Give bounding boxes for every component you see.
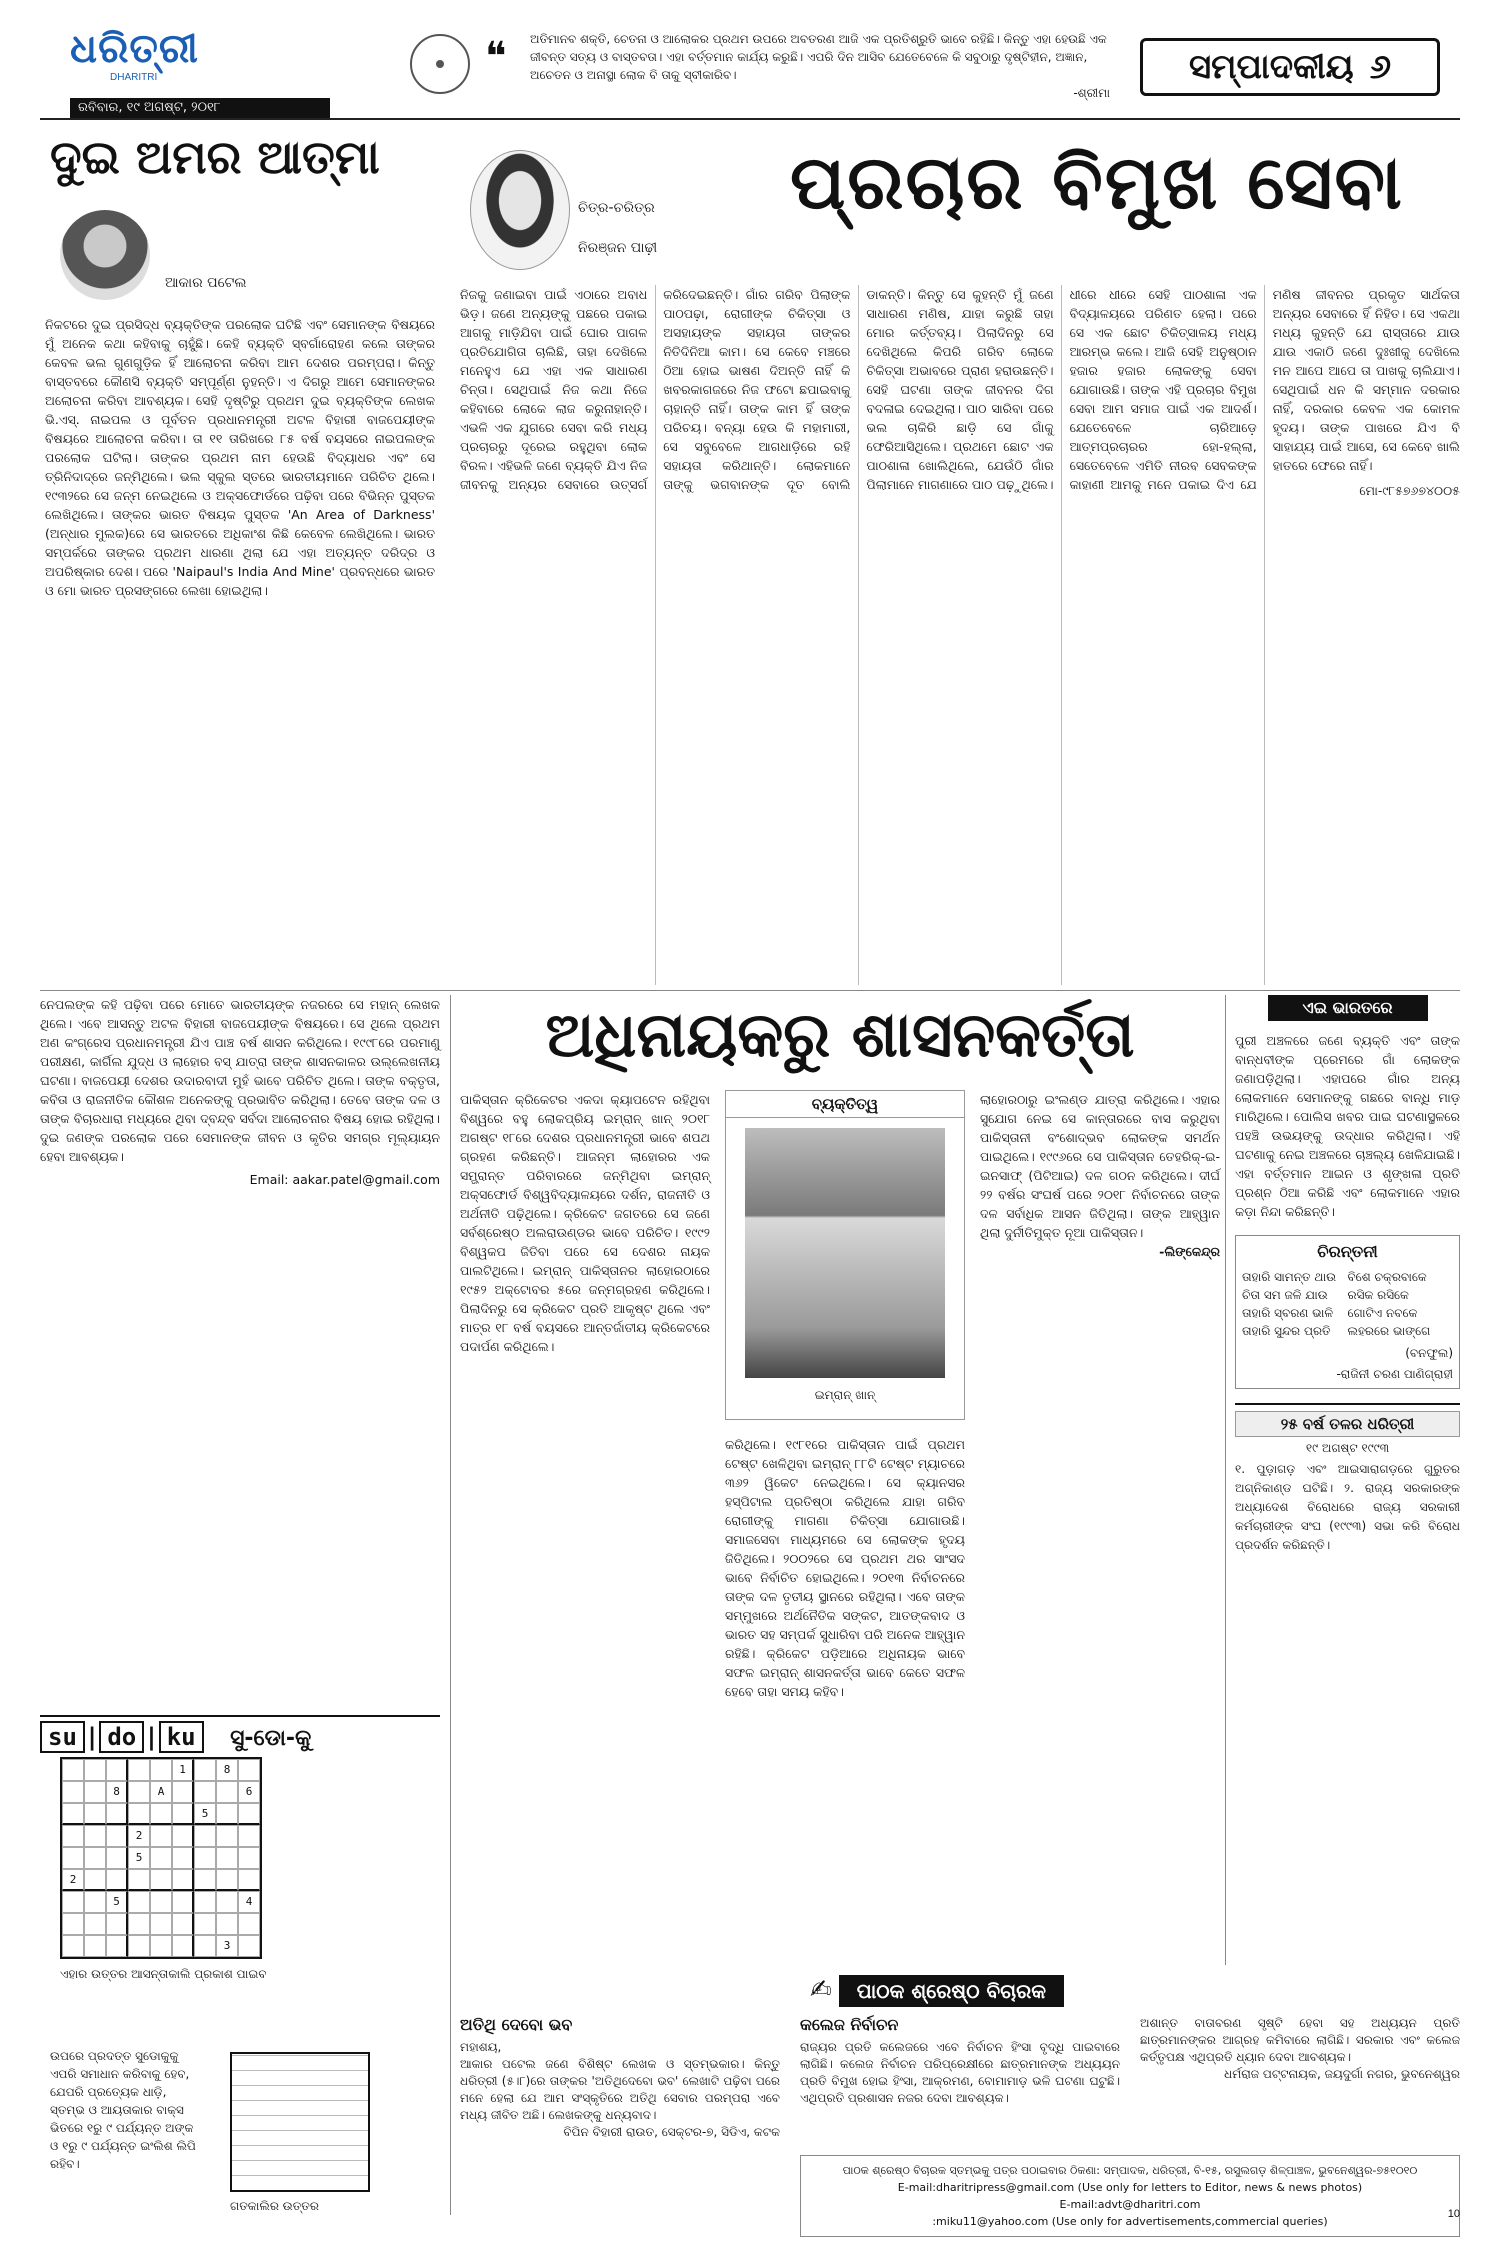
- sudoku-cell: [128, 1935, 150, 1957]
- section-label: ଏଇ ଭାରତରେ: [1268, 995, 1428, 1021]
- poem-line: ରସିକ ରସିକେ: [1347, 1288, 1409, 1302]
- sudoku-cell: 5: [106, 1891, 128, 1913]
- sudoku-puzzle: [40, 1715, 440, 2215]
- sudoku-cell: [62, 1781, 84, 1803]
- sudoku-cell: [128, 1803, 150, 1825]
- article-column: କରିଥିଲେ। ୧୯୮୧ରେ ପାକିସ୍ତାନ ପାଇଁ ପ୍ରଥମ ଟେଷ୍ଟ ଖେଳିଥିବା ଇମ୍ରାନ୍ ୮୮ଟି ଟେଷ୍ଟ ମ୍ୟାଚରେ ୩୬୨ ୱିକେଟ ନେଇଥିଲେ। ସେ କ୍ୟାନସର ହସ୍ପିଟାଲ ପ୍ରତିଷ୍ଠା କରିଥିଲେ ଯାହା ଗରିବ ରୋଗୀଙ୍କୁ ମାଗଣା ଚିକିତ୍ସା ଯୋଗାଉଛି। ସମାଜସେବା ମାଧ୍ୟମରେ ସେ ଲୋକଙ୍କ ହୃଦୟ ଜିତିଥିଲେ। ୨୦୦୨ରେ ସେ ପ୍ରଥମ ଥର ସାଂସଦ ଭାବେ ନିର୍ବାଚିତ ହୋଇଥିଲେ। ୨୦୧୩ ନିର୍ବାଚନରେ ତାଙ୍କ ଦଳ ତୃତୀୟ ସ୍ଥାନରେ ରହିଥିଲା। ଏବେ ତାଙ୍କ ସମ୍ମୁଖରେ ଅର୍ଥନୈତିକ ସଙ୍କଟ, ଆତଙ୍କବାଦ ଓ ଭାରତ ସହ ସମ୍ପର୍କ ସୁଧାରିବା ପରି ଅନେକ ଆହ୍ୱାନ ରହିଛି। କ୍ରିକେଟ ପଡ଼ିଆରେ ଅଧିନାୟକ ଭାବେ ସଫଳ ଇମ୍ରାନ୍ ଶାସନକର୍ତ୍ତା ଭାବେ କେତେ ସଫଳ ହେବେ ତାହା ସମୟ କହିବ।: [725, 1437, 965, 1699]
- letter-author: ବିପିନ ବିହାରୀ ରାଉତ, ସେକ୍ଟର-୭, ସିଡିଏ, କଟକ: [563, 2125, 780, 2139]
- sudoku-cell: [128, 1781, 150, 1803]
- sudoku-cell: [172, 1935, 194, 1957]
- profile-photo: [745, 1128, 945, 1378]
- sudoku-cell: [194, 1869, 216, 1891]
- sudoku-cell: [216, 1847, 238, 1869]
- article-column: ପାକିସ୍ତାନ କ୍ରିକେଟର ଏକଦା କ୍ୟାପଟେନ ରହିଥିବା ବିଶ୍ୱରେ ବହୁ ଲୋକପ୍ରିୟ ଇମ୍ରାନ୍ ଖାନ୍ ୨୦୧୮ ଅଗଷ୍ଟ ୧୮ରେ ଦେଶର ପ୍ରଧାନମନ୍ତ୍ରୀ ଭାବେ ଶପଥ ଗ୍ରହଣ କରିଛନ୍ତି। ଆଜନ୍ମ ଲାହୋରର ଏକ ସମ୍ଭ୍ରାନ୍ତ ପରିବାରରେ ଜନ୍ମିଥିବା ଇମ୍ରାନ୍ ଅକ୍ସଫୋର୍ଡ ବିଶ୍ୱବିଦ୍ୟାଳୟରେ ଦର୍ଶନ, ରାଜନୀତି ଓ ଅର୍ଥନୀତି ପଢ଼ିଥିଲେ। କ୍ରିକେଟ ଜଗତରେ ସେ ଜଣେ ସର୍ବଶ୍ରେଷ୍ଠ ଅଲରାଉଣ୍ଡର ଭାବେ ପରିଚିତ। ୧୯୯୨ ବିଶ୍ୱକପ ଜିତିବା ପରେ ସେ ଦେଶର ନାୟକ ପାଲଟିଥିଲେ। ଇମ୍ରାନ୍ ପାକିସ୍ତାନର ଲାହୋରଠାରେ ୧୯୫୨ ଅକ୍ଟୋବର ୫ରେ ଜନ୍ମଗ୍ରହଣ କରିଥିଲେ। ପିଲାଦିନରୁ ସେ କ୍ରିକେଟ ପ୍ରତି ଆକୃଷ୍ଟ ଥିଲେ ଏବଂ ମାତ୍ର ୧୮ ବର୍ଷ ବୟସରେ ଆନ୍ତର୍ଜାତୀୟ କ୍ରିକେଟରେ ପଦାର୍ପଣ କରିଥିଲେ।: [460, 1092, 710, 1354]
- sudoku-cell: A: [150, 1781, 172, 1803]
- sudoku-cell: [194, 1913, 216, 1935]
- sudoku-cell: [150, 1935, 172, 1957]
- column-label: ଚିତ୍ର-ଚରିତ୍ର: [578, 200, 655, 216]
- quote-text: ଅତିମାନବ ଶକ୍ତି, ଚେତନା ଓ ଆଲୋକର ପ୍ରଥମ ଉପରେ ଅବତରଣ ଆଜି ଏକ ପ୍ରତିଶ୍ରୁତି ଭାବେ ରହିଛି। କିନ୍ତୁ ଏହା ହେଉଛି ଏକ ଜୀବନ୍ତ ସତ୍ୟ ଓ ବାସ୍ତବତା। ଏହା ବର୍ତ୍ତମାନ କାର୍ଯ୍ୟ କରୁଛି। ଏପରି ଦିନ ଆସିବ ଯେତେବେଳେ କି ସବୁଠାରୁ ଦୃଷ୍ଟିହୀନ, ଅଜ୍ଞାନ, ଅଚେତନ ଓ ଅନାସ୍ଥା ଲୋକ ବି ତାକୁ ସ୍ବୀକାରିବ।: [530, 32, 1107, 82]
- sudoku-cell: [62, 1935, 84, 1957]
- sudoku-cell: 8: [106, 1781, 128, 1803]
- chakra-icon: [410, 34, 470, 94]
- article-two-immortal-souls: [40, 130, 440, 990]
- sudoku-cell: [106, 1913, 128, 1935]
- sudoku-cell: [84, 1759, 106, 1781]
- news-brief: ପୁରୀ ଅଞ୍ଚଳରେ ଜଣେ ବ୍ୟକ୍ତି ଏବଂ ତାଙ୍କ ବାନ୍ଧବୀଙ୍କ ପ୍ରେମରେ ଗାଁ ଲୋକଙ୍କ ଜଣାପଡ଼ିଥିଲା। ଏହାପରେ ଗାଁର ଅନ୍ୟ ଲୋକମାନେ ସେମାନଙ୍କୁ ଗଛରେ ବାନ୍ଧି ମାଡ଼ ମାରିଥିଲେ। ପୋଲିସ ଖବର ପାଇ ଘଟଣାସ୍ଥଳରେ ପହଞ୍ଚି ଉଭୟଙ୍କୁ ଉଦ୍ଧାର କରିଥିଲା। ଏହି ଘଟଣାକୁ ନେଇ ଅଞ୍ଚଳରେ ଚାଞ୍ଚଲ୍ୟ ଖେଳିଯାଇଛି। ଏହା ବର୍ତ୍ତମାନ ଆଇନ ଓ ଶୃଙ୍ଖଳା ପ୍ରତି ପ୍ରଶ୍ନ ଠିଆ କରିଛି ଏବଂ ଲୋକମାନେ ଏହାର କଡ଼ା ନିନ୍ଦା କରିଛନ୍ତି।: [1235, 1033, 1460, 1219]
- sudoku-cell: [238, 1847, 260, 1869]
- sudoku-cell: [194, 1935, 216, 1957]
- letters-section: [460, 2015, 1460, 2228]
- divider: [1225, 995, 1226, 1965]
- article-title: ଅଧିନାୟକରୁ ଶାସନକର୍ତ୍ତା: [545, 998, 1135, 1071]
- sudoku-cell: [84, 1803, 106, 1825]
- divider: [450, 995, 451, 2215]
- sudoku-cell: [128, 1869, 150, 1891]
- dharitri-logo: [70, 26, 250, 98]
- quote-icon: ❝: [485, 34, 507, 80]
- section-name: ସମ୍ପାଦକୀୟ: [1188, 47, 1354, 87]
- archive-badge: ୨୫ ବର୍ଷ ତଳର ଧରିତ୍ରୀ: [1235, 1411, 1460, 1437]
- title-odia: ସୁ-ଡୋ-କୁ: [230, 1726, 312, 1751]
- photo-caption: ଇମ୍ରାନ୍ ଖାନ୍: [814, 1388, 876, 1402]
- page-number: 10: [1447, 2208, 1460, 2220]
- letter-salutation: ମହାଶୟ,: [460, 2040, 502, 2054]
- author-name: ଆକାର ପଟେଲ: [165, 275, 247, 291]
- poem-line: ତାହାରି ସ୍ବରଣ ଭାଳି: [1242, 1306, 1334, 1320]
- sudoku-cell: [150, 1825, 172, 1847]
- sudoku-cell: [194, 1825, 216, 1847]
- sudoku-cell: 5: [194, 1803, 216, 1825]
- sudoku-cell: [84, 1891, 106, 1913]
- sudoku-cell: [128, 1913, 150, 1935]
- page-number-badge: ୬: [1369, 47, 1392, 87]
- sudoku-cell: [62, 1891, 84, 1913]
- author-portrait: [470, 150, 570, 270]
- sudoku-cell: [106, 1847, 128, 1869]
- archive-box: [1235, 1403, 1460, 1555]
- poem-source: (ବନଫୁଲ): [1405, 1346, 1453, 1360]
- sudoku-cell: [238, 1935, 260, 1957]
- contact-number: ମୋ-୯୮୫୭୬୭୪୦୦୫: [1359, 483, 1460, 498]
- sudoku-cell: [216, 1825, 238, 1847]
- sudoku-cell: [106, 1803, 128, 1825]
- pen-icon: ✍: [810, 1975, 832, 2005]
- sudoku-cell: [106, 1759, 128, 1781]
- poem-line: ତାହାରି ସୁନ୍ଦର ପ୍ରତି: [1242, 1324, 1331, 1338]
- profile-label: ବ୍ୟକ୍ତିତ୍ୱ: [726, 1091, 964, 1118]
- sudoku-cell: 2: [62, 1869, 84, 1891]
- sudoku-cell: [172, 1913, 194, 1935]
- sudoku-cell: [84, 1781, 106, 1803]
- sudoku-cell: [106, 1935, 128, 1957]
- section-tag: [1140, 38, 1440, 96]
- sudoku-cell: [216, 1803, 238, 1825]
- contact-email-editor: E-mail:dharitripress@gmail.com (Use only for letters to Editor, news & news photos): [897, 2181, 1363, 2194]
- sudoku-cell: [84, 1913, 106, 1935]
- article-column: [980, 1090, 1220, 1261]
- letter-body: ଅଶାନ୍ତ ବାତାବରଣ ସୃଷ୍ଟି ହେବା ସହ ଅଧ୍ୟୟନ ପ୍ରତି ଛାତ୍ରମାନଙ୍କର ଆଗ୍ରହ କମିବାରେ ଲାଗିଛି। ସରକାର ଏବଂ କଲେଜ କର୍ତ୍ତୃପକ୍ଷ ଏଥିପ୍ରତି ଧ୍ୟାନ ଦେବା ଆବଶ୍ୟକ।: [1140, 2016, 1460, 2064]
- poem-title: ଚିରନ୍ତନୀ: [1317, 1242, 1378, 1261]
- archive-body: ୧. ପୁଡ଼ାଗଡ଼ ଏବଂ ଆଇସାରାଗଡ଼ରେ ଗୁରୁତର ଅଗ୍ନିକାଣ୍ଡ ଘଟିଛି। ୨. ରାଜ୍ୟ ସରକାରଙ୍କ ଅଧ୍ୟାଦେଶ ବିରୋଧରେ ରାଜ୍ୟ ସରକାରୀ କର୍ମଚାରୀଙ୍କ ସଂଘ (୧୯୯୩) ସଭା କରି ବିରୋଧ ପ୍ରଦର୍ଶନ କରିଛନ୍ତି।: [1235, 1462, 1460, 1552]
- sudoku-cell: [194, 1759, 216, 1781]
- masthead: [40, 20, 1460, 120]
- sudoku-cell: [128, 1759, 150, 1781]
- sudoku-cell: [172, 1869, 194, 1891]
- letter-body: ଆକାର ପଟେଲ ଜଣେ ବିଶିଷ୍ଟ ଲେଖକ ଓ ସ୍ତମ୍ଭକାର। କିନ୍ତୁ ଧରିତ୍ରୀ (୫।୮)ରେ ତାଙ୍କର 'ଅତିଥିଦେବୋ ଭବ' ଲେଖାଟି ପଢ଼ିବା ପରେ ମନେ ହେଲା ଯେ ଆମ ସଂସ୍କୃତିରେ ଅତିଥି ସେବାର ପରମ୍ପରା ଏବେ ମଧ୍ୟ ଜୀବିତ ଅଛି। ଲେଖକଙ୍କୁ ଧନ୍ୟବାଦ।: [460, 2057, 780, 2122]
- sudoku-cell: [62, 1825, 84, 1847]
- article-body-publicity-averse-service: [460, 285, 1460, 985]
- sudoku-cell: 5: [128, 1847, 150, 1869]
- article-body: ନିକଟରେ ଦୁଇ ପ୍ରସିଦ୍ଧ ବ୍ୟକ୍ତିଙ୍କ ପରଲୋକ ଘଟିଛି ଏବଂ ସେମାନଙ୍କ ବିଷୟରେ ମୁଁ ଅନେକ କଥା କହିବାକୁ ଚାହୁଁଛି। କେହି ବ୍ୟକ୍ତି ସ୍ବର୍ଗାରୋହଣ କଲେ ତାଙ୍କର କେବଳ ଭଲ ଗୁଣଗୁଡ଼ିକ ହିଁ ଆଲୋଚନା କରିବା ଆମ ଦେଶର ପରମ୍ପରା। କିନ୍ତୁ ବାସ୍ତବରେ କୌଣସି ବ୍ୟକ୍ତି ସମ୍ପୂର୍ଣ୍ଣ ନୁହନ୍ତି। ଏ ଦିଗରୁ ଆମେ ସେମାନଙ୍କର ଅଲୋଚନା କରିବା ଆବଶ୍ୟକ। ସେହି ଦୃଷ୍ଟିରୁ ପ୍ରଥମ ଦୁଇ ବ୍ୟକ୍ତିଙ୍କ ଲେଖକ ଭି.ଏସ୍. ନାଇପଲ ଓ ପୂର୍ବତନ ପ୍ରଧାନମନ୍ତ୍ରୀ ଅଟଳ ବିହାରୀ ବାଜପେୟୀଙ୍କ ବିଷୟରେ ଆଲୋଚନା କରିବା। ତା ୧୧ ତାରିଖରେ ୮୫ ବର୍ଷ ବୟସରେ ନାଇପଲଙ୍କ ପରଲୋକ ଘଟିଲା। ତାଙ୍କର ପ୍ରଥମ ନାମ ହେଉଛି ବିଦ୍ୟାଧର ଏବଂ ସେ ତ୍ରିନିଦାଦ୍‌ରେ ଜନ୍ମିଥିଲେ। ଭଲ ସ୍କୁଲ ସ୍ତରେ ଭାରତୀୟମାନେ ପରିଚିତ ଥିଲେ। ୧୯୩୨ରେ ସେ ଜନ୍ମ ନେଇଥିଲେ ଓ ଅକ୍ସଫୋର୍ଡରେ ପଢ଼ିବା ପରେ ବିଭିନ୍ନ ପୁସ୍ତକ ଲେଖିଥିଲେ। ତାଙ୍କର ଭାରତ ବିଷୟକ ପୁସ୍ତକ 'An Area of Darkness' (ଅନ୍ଧାର ମୁଲକ)ରେ ସେ ଭାରତରେ ଅଧିକାଂଶ କିଛି କେବେଳ ଲେଖିଥିଲେ। ଭାରତ ସମ୍ପର୍କରେ ତାଙ୍କର ପ୍ରଥମ ଧାରଣା ଥିଲା ଯେ ଏହା ଅତ୍ୟନ୍ତ ଦରିଦ୍ର ଓ ଅପରିଷ୍କାର ଦେଶ। ପରେ 'Naipaul's India And Mine' ପ୍ରବନ୍ଧରେ ଭାରତ ଓ ମୋ ଭାରତ ପ୍ରସଙ୍ଗରେ ଲେଖା ହୋଇଥିଲା।: [45, 317, 435, 598]
- sudoku-cell: [62, 1759, 84, 1781]
- sudoku-rules: ଉପରେ ପ୍ରଦତ୍ତ ସୁଡୋକୁକୁ ଏପରି ସମାଧାନ କରିବାକୁ ହେବ, ଯେପରି ପ୍ରତ୍ୟେକ ଧାଡ଼ି, ସ୍ତମ୍ଭ ଓ ଆୟତାକାର ବାକ୍ସ ଭିତରେ ୧ରୁ ୯ ପର୍ଯ୍ୟନ୍ତ ଅଙ୍କ ଓ ୧ରୁ ୯ ପର୍ଯ୍ୟନ୍ତ ଇଂଲିଶ ଲିପି ରହିବ।: [50, 2049, 196, 2171]
- sudoku-title: su | do | ku ସୁ-ଡୋ-କୁ: [40, 1723, 440, 1751]
- sudoku-cell: [172, 1891, 194, 1913]
- article-continuation: [40, 995, 440, 1685]
- poem-box: [1235, 1235, 1460, 1389]
- sudoku-cell: [216, 1869, 238, 1891]
- sudoku-cell: 1: [172, 1759, 194, 1781]
- poem-line: ତାହାରି ସାମନ୍ତ ଥାଉ: [1242, 1270, 1337, 1284]
- poem-line: ଲହରରେ ଭାଙ୍ଗେ: [1347, 1324, 1431, 1338]
- logo-subtitle: DHARITRI: [110, 72, 158, 83]
- dateline: ରବିବାର, ୧୯ ଅଗଷ୍ଟ, ୨୦୧୮: [70, 98, 330, 118]
- sudoku-cell: [150, 1913, 172, 1935]
- sudoku-cell: [106, 1825, 128, 1847]
- sudoku-cell: [194, 1847, 216, 1869]
- sudoku-cell: [150, 1759, 172, 1781]
- profile-box: [725, 1090, 965, 1420]
- title-latin: ku: [159, 1721, 204, 1753]
- sudoku-cell: [84, 1825, 106, 1847]
- poem-author: -ରାଜିନୀ ଚରଣ ପାଣିଗ୍ରାହୀ: [1336, 1367, 1453, 1381]
- sudoku-cell: [172, 1825, 194, 1847]
- previous-answer-grid: [230, 2052, 370, 2192]
- article-captain-to-ruler: [460, 1090, 1220, 1990]
- letter-body: ରାଜ୍ୟର ପ୍ରତି କଲେଜରେ ଏବେ ନିର୍ବାଚନ ହିଂସା ବୃଦ୍ଧି ପାଇବାରେ ଲାଗିଛି। କଲେଜ ନିର୍ବାଚନ ପରିପ୍ରେକ୍ଷୀରେ ଛାତ୍ରମାନଙ୍କ ଅଧ୍ୟୟନ ପ୍ରତି ବିମୁଖ ହୋଇ ହିଂସା, ଆକ୍ରମଣ, ବୋମାମାଡ଼ ଭଳି ଘଟଣା ଘଟୁଛି। ଏଥିପ୍ରତି ପ୍ରଶାସନ ନଜର ଦେବା ଆବଶ୍ୟକ।: [800, 2040, 1120, 2105]
- title-latin: su: [40, 1721, 85, 1753]
- poem-line: ଗୋଟିଏ ନବକେ: [1347, 1306, 1418, 1320]
- article-body: ନେପଲଙ୍କ କହି ପଢ଼ିବା ପରେ ମୋତେ ଭାରତୀୟଙ୍କ ନଜରରେ ସେ ମହାନ୍ ଲେଖକ ଥିଲେ। ଏବେ ଆସନ୍ତୁ ଅଟଳ ବିହାରୀ ବାଜପେୟୀଙ୍କ ବିଷୟରେ। ସେ ଥିଲେ ପ୍ରଥମ ଅଣ କଂଗ୍ରେସ ପ୍ରଧାନମନ୍ତ୍ରୀ ଯିଏ ପାଞ୍ଚ ବର୍ଷ ଶାସନ କରିଥିଲେ। ୧୯୯୮ରେ ପରମାଣୁ ପରୀକ୍ଷଣ, କାର୍ଗିଲ ଯୁଦ୍ଧ ଓ ଲାହୋର ବସ୍ ଯାତ୍ରା ତାଙ୍କ ଶାସନକାଳର ଉଲ୍ଲେଖନୀୟ ଘଟଣା। ବାଜପେୟୀ ଦେଶର ଉଦାରବାଦୀ ମୁହଁ ଭାବେ ପରିଚିତ ଥିଲେ। ତାଙ୍କ ବକ୍ତୃତା, କବିତା ଓ ରାଜନୀତିକ କୌଶଳ ଅନେକଙ୍କୁ ପ୍ରଭାବିତ କରିଥିଲା। ତେବେ ତାଙ୍କ ଦଳ ଓ ତାଙ୍କ ବିଚାରଧାରା ମଧ୍ୟରେ ଥିବା ଦ୍ବନ୍ଦ୍ବ ସର୍ବଦା ଆଲୋଚନାର ବିଷୟ ହୋଇ ରହିଥିଲା। ଦୁଇ ଜଣଙ୍କ ପରଲୋକ ପରେ ସେମାନଙ୍କ ଜୀବନ ଓ କୃତିର ସମଗ୍ର ମୂଲ୍ୟାୟନ ହେବା ଆବଶ୍ୟକ।: [40, 997, 440, 1164]
- archive-date: ୧୯ ଅଗଷ୍ଟ ୧୯୯୩: [1305, 1441, 1390, 1455]
- previous-answer-caption: ଗତକାଲିର ଉତ୍ତର: [230, 2199, 319, 2213]
- sudoku-cell: 8: [216, 1759, 238, 1781]
- sudoku-cell: 3: [216, 1935, 238, 1957]
- author-photo: [60, 210, 150, 300]
- sudoku-cell: [238, 1759, 260, 1781]
- poem-line: ଚିତା ସମ ଜଳି ଯାଉ: [1242, 1288, 1328, 1302]
- divider: [40, 990, 1460, 991]
- sudoku-cell: [238, 1869, 260, 1891]
- sudoku-cell: [128, 1891, 150, 1913]
- sudoku-cell: [238, 1825, 260, 1847]
- sudoku-cell: [194, 1891, 216, 1913]
- author-name: ନିରଞ୍ଜନ ପାଢ଼ୀ: [578, 240, 658, 256]
- sudoku-cell: [62, 1913, 84, 1935]
- sudoku-cell: 4: [238, 1891, 260, 1913]
- right-column: [1235, 995, 1460, 1995]
- article-body: ନିଜକୁ ଜଣାଇବା ପାଇଁ ଏଠାରେ ଅବାଧ ଭିଡ଼। ଜଣେ ଅନ୍ୟଙ୍କୁ ପଛରେ ପକାଇ ଆଗକୁ ମାଡ଼ିଯିବା ପାଇଁ ଘୋର ପାଗଳ ପ୍ରତିଯୋଗିତା ଚାଲିଛି, ତାହା ଦେଖିଲେ ମନେହୁଏ ଯେ ଏହା ଏକ ସାଧାରଣ ଚିନ୍ତା। ସେଥିପାଇଁ ନିଜ କଥା ନିଜେ କହିବାରେ ଲୋକେ ଲାଜ କରୁନାହାନ୍ତି। ଏଭଳି ଏକ ଯୁଗରେ ସେବା କରି ମଧ୍ୟ ପ୍ରଚାରରୁ ଦୂରେଇ ରହୁଥିବା ଲୋକ ବିରଳ। ଏହିଭଳି ଜଣେ ବ୍ୟକ୍ତି ଯିଏ ନିଜ ଜୀବନକୁ ଅନ୍ୟର ସେବାରେ ଉତ୍ସର୍ଗ କରିଦେଇଛନ୍ତି। ଗାଁର ଗରିବ ପିଲାଙ୍କ ପାଠପଢ଼ା, ରୋଗୀଙ୍କ ଚିକିତ୍ସା ଓ ଅସହାୟଙ୍କ ସହାୟତା ତାଙ୍କର ନିତିଦିନିଆ କାମ। ସେ କେବେ ମଞ୍ଚରେ ଠିଆ ହୋଇ ଭାଷଣ ଦିଅନ୍ତି ନାହିଁ କି ଖବରକାଗଜରେ ନିଜ ଫଟୋ ଛପାଇବାକୁ ଚାହାନ୍ତି ନାହିଁ। ତାଙ୍କ କାମ ହିଁ ତାଙ୍କ ପରିଚୟ। ବନ୍ୟା ହେଉ କି ମହାମାରୀ, ସେ ସବୁବେଳେ ଆଗଧାଡ଼ିରେ ରହି ସହାୟତା କରିଥାନ୍ତି। ଲୋକମାନେ ତାଙ୍କୁ ଭଗବାନଙ୍କ ଦୂତ ବୋଲି ଡାକନ୍ତି। କିନ୍ତୁ ସେ କୁହନ୍ତି ମୁଁ ଜଣେ ସାଧାରଣ ମଣିଷ, ଯାହା କରୁଛି ତାହା ମୋର କର୍ତ୍ତବ୍ୟ। ପିଲାଦିନରୁ ସେ ଦେଖିଥିଲେ କିପରି ଗରିବ ଲୋକେ ଚିକିତ୍ସା ଅଭାବରେ ପ୍ରାଣ ହରାଉଛନ୍ତି। ସେହି ଘଟଣା ତାଙ୍କ ଜୀବନର ଦିଗ ବଦଳାଇ ଦେଇଥିଲା। ପାଠ ସାରିବା ପରେ ଭଲ ଚାକିରି ଛାଡ଼ି ସେ ଗାଁକୁ ଫେରିଆସିଥିଲେ। ପ୍ରଥମେ ଛୋଟ ଏକ ପାଠଶାଳା ଖୋଲିଥିଲେ, ଯେଉଁଠି ଗାଁର ପିଲାମାନେ ମାଗଣାରେ ପାଠ ପଢ଼ୁଥିଲେ। ଧୀରେ ଧୀରେ ସେହି ପାଠଶାଳା ଏକ ବିଦ୍ୟାଳୟରେ ପରିଣତ ହେଲା। ପରେ ସେ ଏକ ଛୋଟ ଚିକିତ୍ସାଳୟ ମଧ୍ୟ ଆରମ୍ଭ କଲେ। ଆଜି ସେହି ଅନୁଷ୍ଠାନ ହଜାର ହଜାର ଲୋକଙ୍କୁ ସେବା ଯୋଗାଉଛି। ତାଙ୍କ ଏହି ପ୍ରଚାର ବିମୁଖ ସେବା ଆମ ସମାଜ ପାଇଁ ଏକ ଆଦର୍ଶ। ଯେତେବେଳେ ଚାରିଆଡ଼େ ଆତ୍ମପ୍ରଚାରର ହୋ-ହଲ୍ଲା, ସେତେବେଳେ ଏମିତି ନୀରବ ସେବକଙ୍କ କାହାଣୀ ଆମକୁ ମନେ ପକାଇ ଦିଏ ଯେ ମଣିଷ ଜୀବନର ପ୍ରକୃତ ସାର୍ଥକତା ଅନ୍ୟର ସେବାରେ ହିଁ ନିହିତ। ସେ ଏକଥା ମଧ୍ୟ କୁହନ୍ତି ଯେ ରାସ୍ତାରେ ଯାଉ ଯାଉ ଏକାଠି ଜଣେ ଦୁଃଖୀକୁ ଦେଖିଲେ ମନ ଆପେ ଆପେ ତା ପାଖକୁ ଚାଲିଯାଏ। ସେଥିପାଇଁ ଧନ କି ସମ୍ମାନ ଦରକାର ନାହିଁ, ଦରକାର କେବଳ ଏକ କୋମଳ ହୃଦୟ। ତାଙ୍କ ପାଖରେ ଯିଏ ବି ସାହାଯ୍ୟ ପାଇଁ ଆସେ, ସେ କେବେ ଖାଲି ହାତରେ ଫେରେ ନାହିଁ।: [460, 287, 1460, 492]
- sudoku-cell: [84, 1869, 106, 1891]
- logo-wordmark: ଧରିତ୍ରୀ: [70, 26, 199, 72]
- letters-banner: [810, 1975, 1230, 2011]
- answer-note: ଏହାର ଉତ୍ତର ଆସନ୍ତାକାଲି ପ୍ରକାଶ ପାଇବ: [60, 1967, 267, 1981]
- sudoku-cell: 6: [238, 1781, 260, 1803]
- letter: [460, 2015, 780, 2141]
- sudoku-cell: [216, 1913, 238, 1935]
- contact-email-commercial: :miku11@yahoo.com (Use only for advertisements,commercial queries): [932, 2215, 1328, 2228]
- sudoku-cell: [172, 1847, 194, 1869]
- sudoku-cell: [84, 1847, 106, 1869]
- letter-title: କଲେଜ ନିର୍ବାଚନ: [800, 2015, 899, 2034]
- sudoku-cell: [150, 1847, 172, 1869]
- sudoku-cell: [62, 1803, 84, 1825]
- letters-title: ପାଠକ ଶ୍ରେଷ୍ଠ ବିଚାରକ: [839, 1975, 1064, 2007]
- sudoku-cell: [238, 1803, 260, 1825]
- article-title: ଦୁଇ ଅମର ଆତ୍ମା: [50, 130, 380, 184]
- article-title: ପ୍ରଚାର ବିମୁଖ ସେବା: [790, 140, 1404, 226]
- newspaper-page: [40, 20, 1460, 2228]
- letter: [1140, 2015, 1460, 2083]
- title-latin: do: [99, 1721, 144, 1753]
- sudoku-cell: [106, 1869, 128, 1891]
- sudoku-cell: [150, 1869, 172, 1891]
- poem-line: ବିଶେ ଚକ୍ରବାକେ: [1347, 1270, 1427, 1284]
- sudoku-cell: [150, 1803, 172, 1825]
- sudoku-cell: [84, 1935, 106, 1957]
- contact-email-advt: E-mail:advt@dharitri.com: [1059, 2198, 1201, 2211]
- quote-author: -ଶ୍ରୀମା: [1073, 86, 1110, 100]
- author-email: Email: aakar.patel@gmail.com: [249, 1172, 440, 1187]
- sudoku-cell: [150, 1891, 172, 1913]
- article-header-publicity-averse-service: [460, 130, 1460, 290]
- sudoku-cell: [194, 1781, 216, 1803]
- sudoku-cell: [172, 1781, 194, 1803]
- sudoku-cell: [62, 1847, 84, 1869]
- sudoku-cell: [172, 1803, 194, 1825]
- contact-box: [800, 2155, 1460, 2237]
- sudoku-cell: [238, 1913, 260, 1935]
- sudoku-cell: [216, 1781, 238, 1803]
- letter-author: ଧର୍ମରାଜ ପଟ୍ଟନାୟକ, ଜୟଦୁର୍ଗା ନଗର, ଭୁବନେଶ୍ୱର: [1224, 2067, 1460, 2081]
- sudoku-cell: [216, 1891, 238, 1913]
- sudoku-cell: 2: [128, 1825, 150, 1847]
- contact-address: ପାଠକ ଶ୍ରେଷ୍ଠ ବିଚାରକ ସ୍ତମ୍ଭକୁ ପତ୍ର ପଠାଇବାର ଠିକଣା: ସମ୍ପାଦକ, ଧରିତ୍ରୀ, ବି-୧୫, ରସୁଲଗଡ଼ ଶିଳ୍ପାଞ୍ଚଳ, ଭୁବନେଶ୍ୱର-୭୫୧୦୧୦: [842, 2164, 1418, 2177]
- daily-quote: [530, 30, 1110, 102]
- letter-title: ଅତିଥି ଦେବୋ ଭବ: [460, 2015, 573, 2034]
- poem-lines: [1242, 1268, 1453, 1340]
- sudoku-grid: [60, 1757, 262, 1959]
- letter: [800, 2015, 1120, 2107]
- byline: -ଲିଙ୍କେନ୍ଦ୍ର: [1159, 1244, 1220, 1259]
- article-body: ଲାହୋରଠାରୁ ଇଂଲଣ୍ଡ ଯାତ୍ରା କରିଥିଲେ। ଏହାର ସୁଯୋଗ ନେଇ ସେ କାନ୍ତାରରେ ବାସ କରୁଥିବା ପାକିସ୍ତାନୀ ବଂଶୋଦ୍ଭବ ଲୋକଙ୍କ ସମର୍ଥନ ପାଇଥିଲେ। ୧୯୯୬ରେ ସେ ପାକିସ୍ତାନ ତେହରିକ୍-ଇ-ଇନସାଫ୍ (ପିଟିଆଇ) ଦଳ ଗଠନ କରିଥିଲେ। ଦୀର୍ଘ ୨୨ ବର୍ଷର ସଂଘର୍ଷ ପରେ ୨୦୧୮ ନିର୍ବାଚନରେ ତାଙ୍କ ଦଳ ସର୍ବାଧିକ ଆସନ ଜିତିଥିଲା। ତାଙ୍କ ଆହ୍ୱାନ ଥିଲା ଦୁର୍ନୀତିମୁକ୍ତ ନୂଆ ପାକିସ୍ତାନ।: [980, 1092, 1220, 1240]
